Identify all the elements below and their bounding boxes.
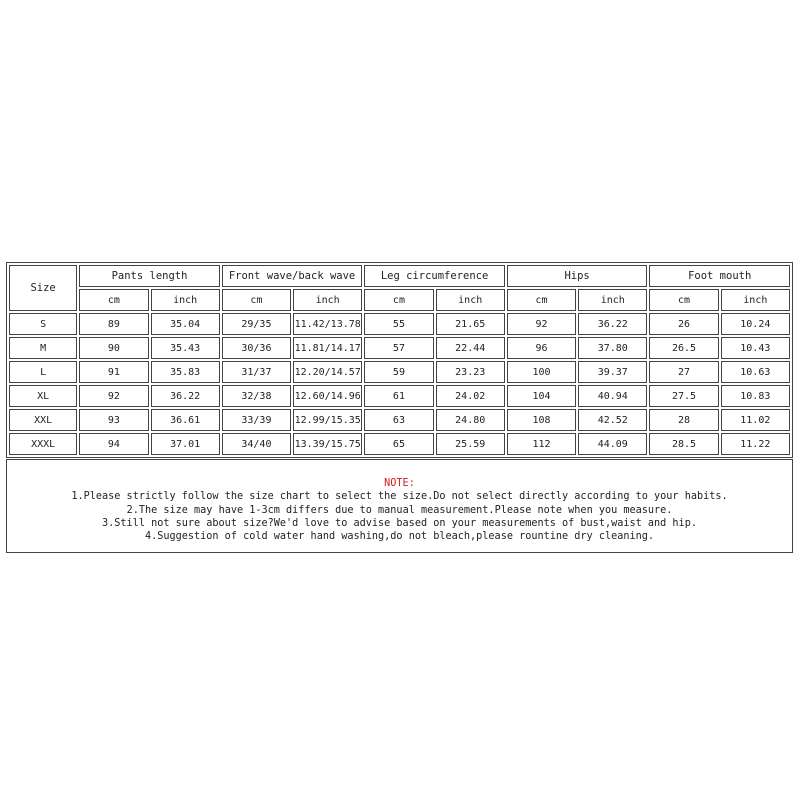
table-cell: 10.24 [721,313,790,335]
table-cell: 28.5 [649,433,718,455]
table-cell: 31/37 [222,361,291,383]
table-cell: 29/35 [222,313,291,335]
table-row [9,409,790,431]
table-cell: 10.83 [721,385,790,407]
table-cell: 32/38 [222,385,291,407]
unit-header: inch [721,289,790,311]
unit-header: inch [151,289,220,311]
size-label-cell: XXL [9,409,77,431]
table-cell: 37.01 [151,433,220,455]
unit-header: cm [507,289,576,311]
table-cell: 33/39 [222,409,291,431]
note-title: NOTE: [384,478,415,489]
table-cell: 92 [79,385,148,407]
group-header-pants-length: Pants length [79,265,220,287]
table-cell: 57 [364,337,433,359]
table-cell: 39.37 [578,361,647,383]
table-row [9,433,790,455]
size-label-cell: L [9,361,77,383]
note-line-1: 1.Please strictly follow the size chart to select the size.Do not select directly according to your habits. [71,491,728,503]
table-cell: 90 [79,337,148,359]
table-cell: 36.22 [578,313,647,335]
table-cell: 91 [79,361,148,383]
table-cell: 11.02 [721,409,790,431]
table-cell: 35.43 [151,337,220,359]
unit-header: inch [293,289,362,311]
unit-header: cm [364,289,433,311]
size-column-header: Size [9,265,77,311]
size-label-cell: M [9,337,77,359]
table-cell: 27.5 [649,385,718,407]
unit-header-row [9,289,790,311]
table-cell: 10.43 [721,337,790,359]
note-line-4: 4.Suggestion of cold water hand washing,do not bleach,please rountine dry cleaning. [144,531,655,543]
table-cell: 24.02 [436,385,505,407]
size-chart [6,262,793,553]
table-cell: 112 [507,433,576,455]
group-header-hips: Hips [507,265,648,287]
unit-header: inch [436,289,505,311]
unit-header: cm [79,289,148,311]
table-cell: 12.99/15.35 [293,409,362,431]
table-cell: 94 [79,433,148,455]
unit-header: cm [222,289,291,311]
table-row [9,313,790,335]
unit-header: cm [649,289,718,311]
table-cell: 11.81/14.17 [293,337,362,359]
table-cell: 40.94 [578,385,647,407]
table-cell: 55 [364,313,433,335]
table-cell: 25.59 [436,433,505,455]
table-cell: 26.5 [649,337,718,359]
table-cell: 12.20/14.57 [293,361,362,383]
table-cell: 10.63 [721,361,790,383]
note-box [6,459,793,553]
group-header-foot-mouth: Foot mouth [649,265,790,287]
table-cell: 63 [364,409,433,431]
note-line-3: 3.Still not sure about size?We'd love to advise based on your measurements of bust,waist and hip. [102,517,697,529]
table-cell: 26 [649,313,718,335]
table-cell: 27 [649,361,718,383]
table-row [9,337,790,359]
table-cell: 104 [507,385,576,407]
table-cell: 59 [364,361,433,383]
table-cell: 24.80 [436,409,505,431]
size-table [6,262,793,458]
table-cell: 92 [507,313,576,335]
unit-header: inch [578,289,647,311]
table-cell: 13.39/15.75 [293,433,362,455]
group-header-row [9,265,790,287]
table-cell: 11.42/13.78 [293,313,362,335]
table-cell: 21.65 [436,313,505,335]
table-cell: 100 [507,361,576,383]
table-cell: 61 [364,385,433,407]
table-cell: 35.04 [151,313,220,335]
table-cell: 89 [79,313,148,335]
table-row [9,385,790,407]
table-cell: 65 [364,433,433,455]
table-cell: 36.61 [151,409,220,431]
size-label-cell: XXXL [9,433,77,455]
table-cell: 108 [507,409,576,431]
table-cell: 44.09 [578,433,647,455]
table-cell: 93 [79,409,148,431]
note-line-2: 2.The size may have 1-3cm differs due to manual measurement.Please note when you measure. [126,504,673,516]
size-label-cell: S [9,313,77,335]
group-header-leg-circumference: Leg circumference [364,265,505,287]
table-cell: 34/40 [222,433,291,455]
table-row [9,361,790,383]
table-cell: 22.44 [436,337,505,359]
table-cell: 96 [507,337,576,359]
size-label-cell: XL [9,385,77,407]
table-cell: 30/36 [222,337,291,359]
table-cell: 23.23 [436,361,505,383]
table-cell: 37.80 [578,337,647,359]
table-cell: 35.83 [151,361,220,383]
table-cell: 42.52 [578,409,647,431]
group-header-front-back-wave: Front wave/back wave [222,265,363,287]
size-table-body [9,313,790,455]
table-cell: 12.60/14.96 [293,385,362,407]
table-cell: 28 [649,409,718,431]
table-cell: 11.22 [721,433,790,455]
table-cell: 36.22 [151,385,220,407]
